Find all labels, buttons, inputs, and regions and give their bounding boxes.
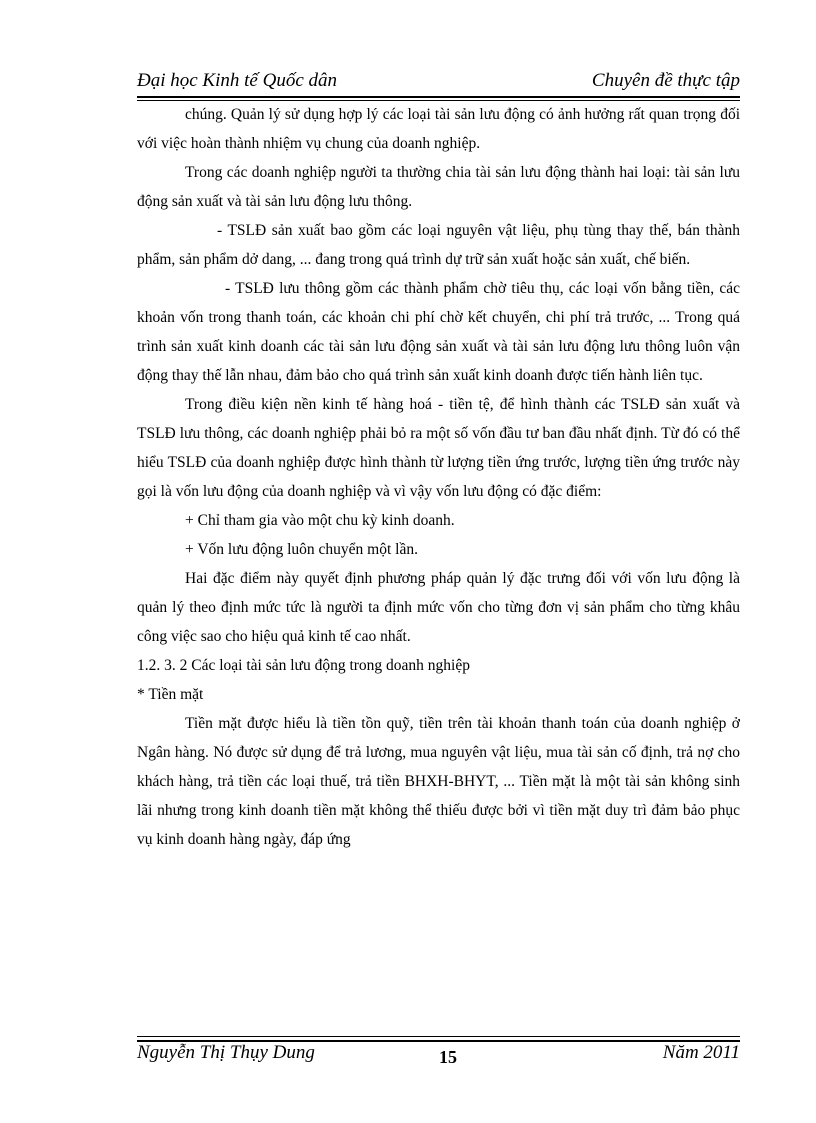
page-footer [137, 1042, 740, 1072]
paragraph: chúng. Quản lý sử dụng hợp lý các loại tài sản lưu động có ảnh hưởng rất quan trọng đối với việc hoàn thành nhiệm vụ chung của doanh nghiệp. [137, 106, 740, 152]
paragraph: Trong điều kiện nền kinh tế hàng hoá - tiền tệ, để hình thành các TSLĐ sản xuất và TSLĐ lưu thông, các doanh nghiệp phải bỏ ra một số vốn đầu tư ban đầu nhất định. Từ đó có thể hiểu TSLĐ của doanh nghiệp được hình thành từ lượng tiền ứng trước, lượng tiền ứng trước này gọi là vốn lưu động của doanh nghiệp và vì vậy vốn lưu động có đặc điểm: [137, 396, 740, 500]
footer-author: Nguyễn Thị Thụy Dung [137, 1042, 315, 1063]
header-university: Đại học Kinh tế Quốc dân [137, 70, 338, 91]
footer-year: Năm 2011 [662, 1042, 740, 1063]
paragraph-bullet: - TSLĐ lưu thông gồm các thành phẩm chờ tiêu thụ, các loại vốn bằng tiền, các khoản vốn trong thanh toán, các khoản chi phí chờ kết chuyển, chi phí trả trước, ... Trong quá trình sản xuất kinh doanh các tài sản lưu động sản xuất và tài sản lưu động lưu thông luôn vận động thay thế lẫn nhau, đảm bảo cho quá trình sản xuất kinh doanh được tiến hành liên tục. [137, 280, 740, 384]
page-header [137, 70, 740, 98]
body-text [137, 100, 740, 854]
list-item: + Chỉ tham gia vào một chu kỳ kinh doanh. [185, 512, 455, 529]
paragraph: Hai đặc điểm này quyết định phương pháp quản lý đặc trưng đối với vốn lưu động là quản lý theo định mức tức là người ta định mức vốn cho từng đơn vị sản phẩm cho từng khâu công việc sao cho hiệu quả kinh tế cao nhất. [137, 570, 740, 645]
list-item: + Vốn lưu động luôn chuyển một lần. [185, 541, 418, 558]
page-number: 15 [439, 1047, 457, 1067]
footer-rule-thin [137, 1036, 740, 1037]
header-rule-thick [137, 96, 740, 98]
paragraph-bullet: - TSLĐ sản xuất bao gồm các loại nguyên vật liệu, phụ tùng thay thế, bán thành phẩm, sản phẩm dở dang, ... đang trong quá trình dự trữ sản xuất hoặc sản xuất, chế biến. [137, 222, 740, 268]
paragraph: Tiền mặt được hiểu là tiền tồn quỹ, tiền trên tài khoản thanh toán của doanh nghiệp ở Ngân hàng. Nó được sử dụng để trả lương, mua nguyên vật liệu, mua tài sản cố định, trả nợ cho khách hàng, trả tiền các loại thuế, trả tiền BHXH-BHYT, ... Tiền mặt là một tài sản không sinh lãi nhưng trong kinh doanh tiền mặt không thể thiếu được bởi vì tiền mặt duy trì đảm bảo phục vụ kinh doanh hàng ngày, đáp ứng [137, 715, 740, 848]
header-doc-type: Chuyên đề thực tập [591, 70, 740, 91]
section-heading: 1.2. 3. 2 Các loại tài sản lưu động trong doanh nghiệp [137, 657, 470, 674]
paragraph: Trong các doanh nghiệp người ta thường chia tài sản lưu động thành hai loại: tài sản lưu động sản xuất và tài sản lưu động lưu thông. [137, 164, 740, 210]
subsection-heading: * Tiền mặt [137, 686, 204, 703]
